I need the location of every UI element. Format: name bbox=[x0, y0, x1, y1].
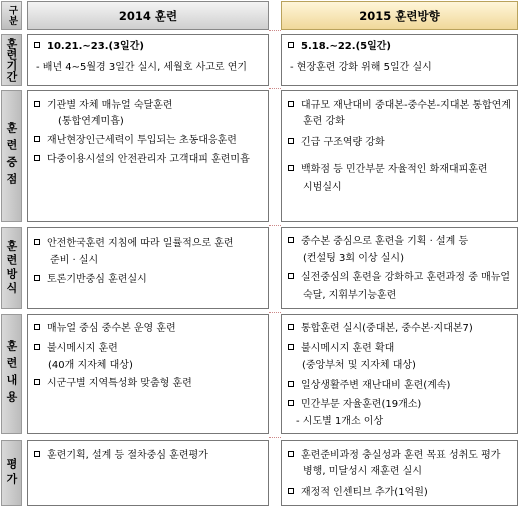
row-divider bbox=[269, 225, 281, 226]
method-2015-subnote: (컨설팅 3회 이상 실시) bbox=[303, 253, 404, 264]
period-2014-item: 10.21.∼23.(3일간) bbox=[34, 40, 144, 54]
period-2015-note: - 현장훈련 강화 위해 5일간 실시 bbox=[290, 62, 432, 73]
checkbox-bullet-icon bbox=[288, 273, 294, 279]
checkbox-bullet-icon bbox=[34, 344, 40, 350]
period-2015-item: 5.18.∼22.(5일간) bbox=[288, 40, 391, 54]
checkbox-bullet-icon bbox=[34, 155, 40, 161]
period-2014-cell bbox=[27, 34, 269, 86]
content-2014-item: 시군구별 지역특성화 맞춤형 훈련 bbox=[34, 377, 192, 391]
header-category-label: 구분 bbox=[6, 5, 18, 26]
checkbox-bullet-icon bbox=[288, 381, 294, 387]
category-evaluation bbox=[1, 440, 22, 506]
period-2014-note: - 배년 4∼5월경 3일간 실시, 세월호 사고로 연기 bbox=[36, 62, 248, 73]
checkbox-bullet-icon bbox=[288, 451, 294, 457]
method-2015-cell bbox=[281, 227, 518, 309]
content-2014-item: 불시메시지 훈련 bbox=[34, 342, 118, 356]
content-2015-subnote: - 시도별 1개소 이상 bbox=[296, 416, 384, 427]
content-2015-subnote: (중앙부처 및 지자체 대상) bbox=[302, 360, 416, 371]
checkbox-bullet-icon bbox=[288, 138, 294, 144]
checkbox-bullet-icon bbox=[288, 400, 294, 406]
category-method-label: 훈련방식 bbox=[5, 240, 18, 296]
evaluation-2015-cell bbox=[281, 440, 518, 506]
category-evaluation-label: 평가 bbox=[5, 458, 18, 488]
evaluation-2014-item: 훈련기획, 설계 등 절차중심 훈련평가 bbox=[34, 449, 208, 463]
evaluation-2015-item: 훈련준비과정 충실성과 훈련 목표 성취도 평가 bbox=[288, 449, 500, 463]
focus-2015-item: 긴급 구조역량 강화 bbox=[288, 136, 385, 150]
evaluation-2015-item: 재정적 인센티브 추가(1억원) bbox=[288, 486, 428, 500]
checkbox-bullet-icon bbox=[34, 101, 40, 107]
focus-2014-item: 다중이용시설의 안전관리자 고객대피 훈련미흡 bbox=[34, 153, 250, 167]
checkbox-bullet-icon bbox=[34, 42, 40, 48]
focus-2014-item: 재난현장인근세력이 투입되는 초동대응훈련 bbox=[34, 134, 237, 148]
method-2014-subnote: 준비 · 실시 bbox=[50, 255, 99, 266]
content-2014-item: 매뉴얼 중심 중수본 운영 훈련 bbox=[34, 322, 176, 336]
focus-2015-cell bbox=[281, 90, 518, 222]
checkbox-bullet-icon bbox=[34, 239, 40, 245]
checkbox-bullet-icon bbox=[288, 42, 294, 48]
method-2015-subnote: 숙달, 지휘부기능훈련 bbox=[303, 290, 397, 301]
category-focus bbox=[1, 90, 22, 222]
checkbox-bullet-icon bbox=[288, 324, 294, 330]
row-divider bbox=[269, 30, 281, 31]
category-method bbox=[1, 227, 22, 309]
method-2015-item: 실전중심의 훈련을 강화하고 훈련과정 중 매뉴얼 bbox=[288, 271, 510, 285]
row-divider bbox=[269, 312, 281, 313]
checkbox-bullet-icon bbox=[288, 165, 294, 171]
checkbox-bullet-icon bbox=[34, 451, 40, 457]
checkbox-bullet-icon bbox=[288, 344, 294, 350]
focus-2014-item: 기관별 자체 매뉴얼 숙달훈련 bbox=[34, 99, 172, 113]
content-2014-cell bbox=[27, 314, 269, 434]
evaluation-2015-subnote: 병행, 미달성시 재훈련 실시 bbox=[303, 466, 422, 477]
header-2014 bbox=[27, 1, 269, 30]
checkbox-bullet-icon bbox=[288, 237, 294, 243]
category-period-label: 훈련기간 bbox=[5, 38, 18, 82]
method-2014-item: 안전한국훈련 지침에 따라 일률적으로 훈련 bbox=[34, 237, 234, 251]
content-2014-subnote: (40개 지자체 대상) bbox=[48, 360, 133, 371]
header-2015 bbox=[281, 1, 518, 30]
period-2015-cell bbox=[281, 34, 518, 86]
category-content bbox=[1, 314, 22, 434]
category-period bbox=[1, 34, 22, 86]
method-2015-item: 중수본 중심으로 훈련을 기획 · 설계 등 bbox=[288, 235, 468, 249]
row-divider bbox=[269, 88, 281, 89]
evaluation-2014-cell bbox=[27, 440, 269, 506]
row-divider bbox=[269, 437, 281, 438]
focus-2015-item: 백화점 등 민간부문 자율적인 화재대피훈련 bbox=[288, 163, 488, 177]
focus-2014-subnote: (통합연계미흡) bbox=[58, 116, 124, 127]
content-2015-item: 민간부문 자율훈련(19개소) bbox=[288, 398, 421, 412]
checkbox-bullet-icon bbox=[34, 324, 40, 330]
category-content-label: 훈련내용 bbox=[5, 340, 18, 408]
focus-2015-subnote: 시범실시 bbox=[303, 182, 342, 193]
header-2015-label: 2015 훈련방향 bbox=[359, 8, 440, 23]
focus-2015-subnote: 훈련 강화 bbox=[303, 116, 345, 127]
content-2015-item: 통합훈련 실시(중대본, 중수본·지대본7) bbox=[288, 322, 473, 336]
checkbox-bullet-icon bbox=[34, 275, 40, 281]
method-2014-cell bbox=[27, 227, 269, 309]
header-category bbox=[1, 1, 22, 30]
focus-2015-item: 대규모 재난대비 중대본-중수본-지대본 통합연계 bbox=[288, 99, 511, 113]
focus-2014-cell bbox=[27, 90, 269, 222]
checkbox-bullet-icon bbox=[288, 488, 294, 494]
method-2014-item: 토론기반중심 훈련실시 bbox=[34, 273, 147, 287]
content-2015-item: 불시메시지 훈련 확대 bbox=[288, 342, 394, 356]
checkbox-bullet-icon bbox=[34, 379, 40, 385]
header-2014-label: 2014 훈련 bbox=[118, 8, 178, 23]
checkbox-bullet-icon bbox=[288, 101, 294, 107]
category-focus-label: 훈련중점 bbox=[5, 122, 18, 190]
content-2015-cell bbox=[281, 314, 518, 434]
checkbox-bullet-icon bbox=[34, 136, 40, 142]
content-2015-item: 일상생활주변 재난대비 훈련(계속) bbox=[288, 379, 450, 393]
